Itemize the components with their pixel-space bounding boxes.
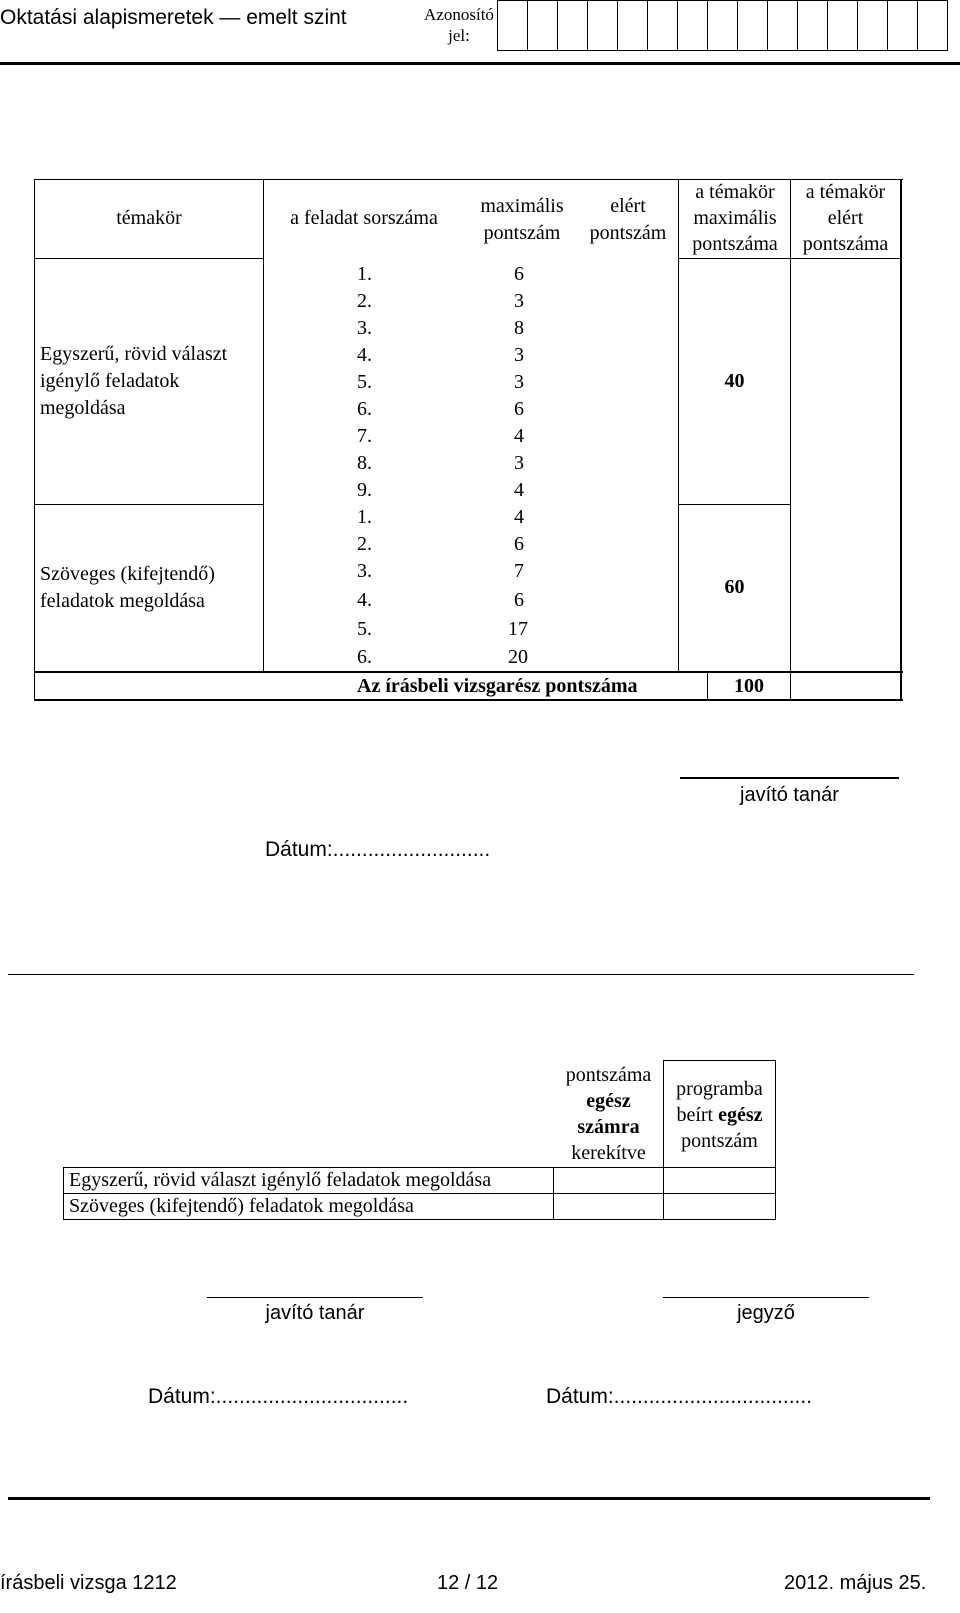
task-number: 5. [357,618,372,640]
topic-name: Szöveges (kifejtendő) feladatok megoldása [40,563,215,612]
task-number: 7. [357,425,372,447]
id-box[interactable] [527,0,558,51]
total-value: 100 [734,675,764,697]
header-topic-max: a témakör maximális pontszáma [692,181,778,255]
id-box[interactable] [767,0,798,51]
row-label: Szöveges (kifejtendő) feladatok megoldása [69,1195,414,1217]
table-line [63,1167,64,1220]
grader-label: javító tanár [740,784,839,806]
task-number: 8. [357,452,372,474]
task-max: 3 [514,344,524,366]
id-box[interactable] [887,0,918,51]
header-line: programba [676,1078,763,1100]
date-field: Dátum:................................. [148,1385,409,1408]
id-label: Azonosító jel: [424,5,494,45]
task-max: 6 [514,398,524,420]
table-line [34,179,35,700]
task-number: 3. [357,317,372,339]
task-max: 4 [514,425,524,447]
id-box[interactable] [707,0,738,51]
task-max: 6 [514,589,524,611]
signature-line [663,1297,869,1298]
header-task-number: a feladat sorszáma [290,207,438,229]
date-field: Dátum:.................................. [546,1385,813,1408]
id-box[interactable] [677,0,708,51]
table-line [790,179,791,700]
header-max-points: maximális pontszám [480,195,564,244]
footer-exam-code: írásbeli vizsga 1212 [0,1572,177,1594]
task-max: 4 [514,506,524,528]
task-number: 1. [357,506,372,528]
task-number: 9. [357,479,372,501]
table-line [663,1060,775,1061]
table-line [553,1167,554,1220]
task-number: 6. [357,398,372,420]
task-number: 2. [357,290,372,312]
document-header-title: Oktatási alapismeretek — emelt szint [0,6,347,29]
task-max: 20 [508,646,528,668]
table-line [34,504,263,505]
header-achieved-points: elért pontszám [589,195,667,244]
table-line [34,258,263,259]
table-line [678,504,790,505]
header-line: pontszám [681,1130,758,1152]
id-box[interactable] [857,0,888,51]
signature-line [680,777,899,779]
task-max: 7 [514,560,524,582]
section-divider [8,974,914,975]
table-line [263,179,264,672]
task-number: 6. [357,646,372,668]
signature-line [207,1297,423,1298]
task-max: 8 [514,317,524,339]
topic-name: Egyszerű, rövid választ igénylő feladatok megoldása [40,343,228,419]
footer-date: 2012. május 25. [784,1572,927,1594]
notary-label: jegyző [737,1302,795,1324]
id-box[interactable] [587,0,618,51]
header-line: beírt [676,1104,719,1126]
row-label: Egyszerű, rövid választ igénylő feladatok megoldása [69,1169,492,1191]
task-number: 1. [357,263,372,285]
grader-label: javító tanár [265,1302,365,1324]
task-number: 5. [357,371,372,393]
header-line: egész [718,1104,763,1126]
task-max: 6 [514,533,524,555]
footer-rule [8,1497,930,1500]
header-line: egész [586,1090,631,1112]
id-box[interactable] [647,0,678,51]
table-line [775,1060,776,1220]
task-number: 2. [357,533,372,555]
task-max: 3 [514,452,524,474]
id-box[interactable] [797,0,828,51]
topic-max-value: 40 [724,370,745,392]
header-topic-achieved: a témakör elért pontszáma [802,181,889,255]
id-box[interactable] [557,0,588,51]
task-max: 17 [508,618,528,640]
task-max: 3 [514,371,524,393]
task-number: 4. [357,589,372,611]
id-box[interactable] [827,0,858,51]
header-line: pontszáma [565,1064,652,1086]
header-rule [0,62,960,65]
header-topic: témakör [116,207,182,229]
table-line [900,179,902,700]
task-number: 4. [357,344,372,366]
header-line: számra [577,1116,640,1138]
task-max: 6 [514,263,524,285]
id-box[interactable] [617,0,648,51]
task-max: 3 [514,290,524,312]
task-max: 4 [514,479,524,501]
header-rounded-score [554,1062,663,1166]
header-entered-score [664,1076,775,1154]
id-box[interactable] [497,0,528,51]
task-number: 3. [357,560,372,582]
topic-max-value: 60 [724,576,745,598]
footer-page-number: 12 / 12 [437,1572,499,1594]
header-line: kerekítve [571,1142,646,1164]
id-box[interactable] [917,0,948,51]
total-label: Az írásbeli vizsgarész pontszáma [357,675,638,697]
date-field: Dátum:........................... [265,838,491,861]
id-box[interactable] [737,0,768,51]
